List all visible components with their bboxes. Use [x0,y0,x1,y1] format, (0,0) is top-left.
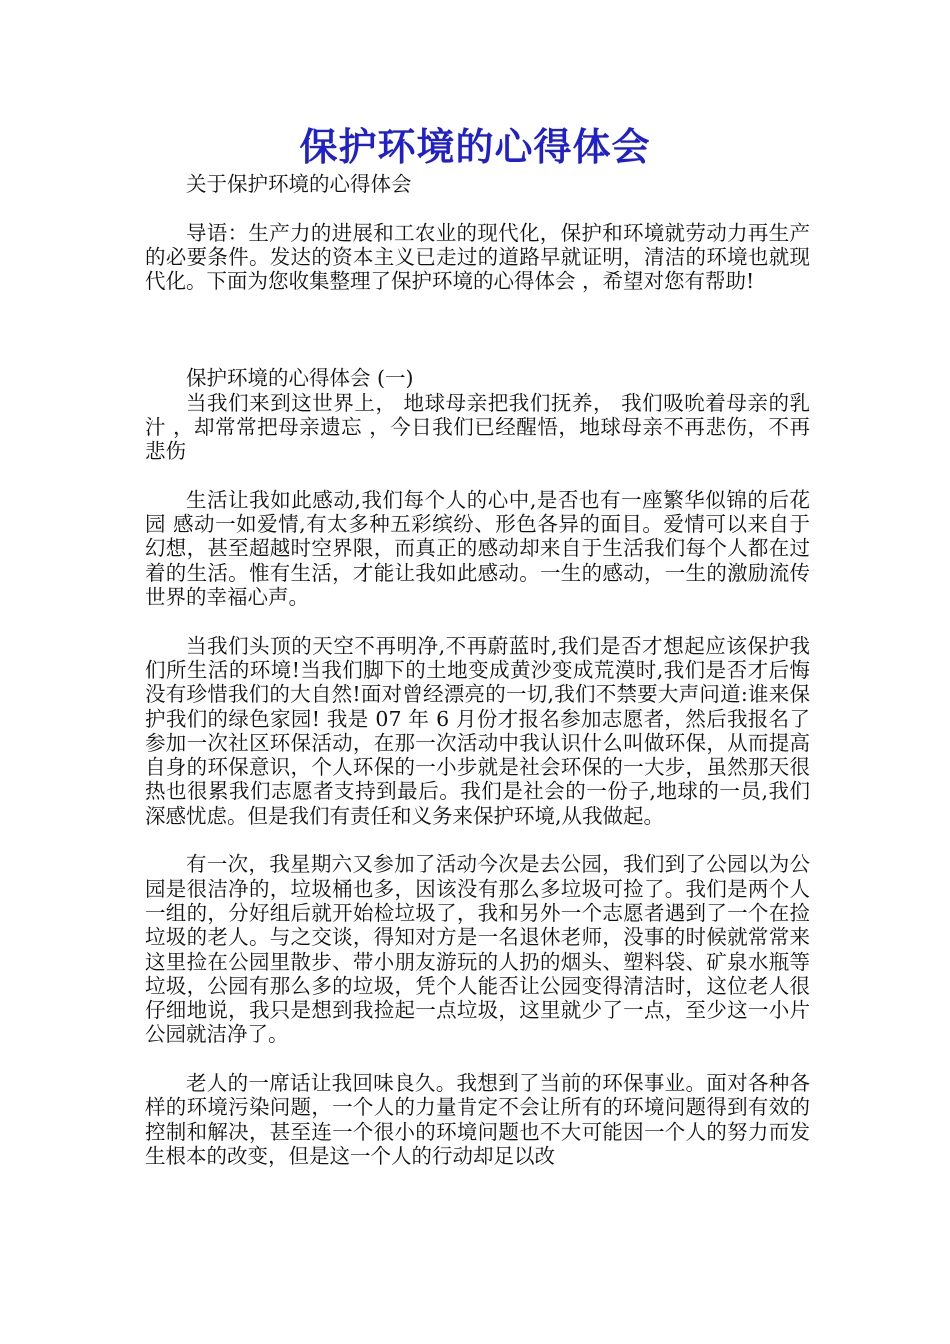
paragraph-spacer [145,1047,810,1071]
section-heading: 保护环境的心得体会 (一) [186,366,414,391]
body-paragraph: 老人的一席话让我回味良久。我想到了当前的环保事业。面对各种各样的环境污染问题，一个人的力量肯定不会让所有的环境问题得到有效的控制和解决，甚至连一个很小的环境问题也不大可能因一个人的努力而发生根本的改变，但是这一个人的行动却足以改 [145,1070,810,1168]
paragraph-spacer [145,828,810,852]
body-paragraph: 生活让我如此感动,我们每个人的心中,是否也有一座繁华似锦的后花园 感动一如爱情,有太多种五彩缤纷、形色各异的面目。爱情可以来自于幻想，甚至超越时空界限，而真正的感动却来自于生活我们每个人都在过着的生活。惟有生活，才能让我如此感动。一生的感动，一生的激励流传世界的幸福心声。 [145,487,810,610]
paragraph-spacer [145,342,810,366]
subtitle-paragraph: 关于保护环境的心得体会 [186,172,412,196]
intro-paragraph: 导语：生产力的进展和工农业的现代化，保护和环境就劳动力再生产的必要条件。发达的资本主义已走过的道路早就证明，清洁的环境也就现代化。下面为您收集整理了保护环境的心得体会 ，希望对您有帮助! [145,220,810,294]
paragraph-spacer [145,609,810,633]
body-paragraph: 当我们来到这世界上， 地球母亲把我们抚养， 我们吸吮着母亲的乳汁 ，却常常把母亲遗忘 ，今日我们已经醒悟，地球母亲不再悲伤，不再悲伤 [145,390,810,464]
body-paragraph: 有一次，我星期六又参加了活动今次是去公园，我们到了公园以为公园是很洁净的，垃圾桶也多，因该没有那么多垃圾可捡了。我们是两个人一组的，分好组后就开始检垃圾了，我和另外一个志愿者遇到了一个在捡垃圾的老人。与之交谈，得知对方是一名退休老师，没事的时候就常常来这里捡在公园里散步、带小朋友游玩的人扔的烟头、塑料袋、矿泉水瓶等垃圾，公园有那么多的垃圾，凭个人能否让公园变得清洁时，这位老人很仔细地说，我只是想到我捡起一点垃圾，这里就少了一点，至少这一小片公园就洁净了。 [145,852,810,1047]
paragraph-spacer [145,464,810,488]
document-title: 保护环境的心得体会 [299,124,651,169]
document-body [145,172,810,1168]
body-paragraph: 当我们头顶的天空不再明净,不再蔚蓝时,我们是否才想起应该保护我们所生活的环境!当我们脚下的土地变成黄沙变成荒漠时,我们是否才后悔没有珍惜我们的大自然!面对曾经漂亮的一切,我们不禁要大声问道:谁来保护我们的绿色家园! 我是 07 年 6 月份才报名参加志愿者，然后我报名了参加一次社区环保活动，在那一次活动中我认识什么叫做环保，从而提高自身的环保意识，个人环保的一小步就是社会环保的一大步，虽然那天很热也很累我们志愿者支持到最后。我们是社会的一份子,地球的一员,我们深感忧虑。但是我们有责任和义务来保护环境,从我做起。 [145,633,810,828]
paragraph-spacer [145,293,810,342]
paragraph-spacer [145,196,810,220]
